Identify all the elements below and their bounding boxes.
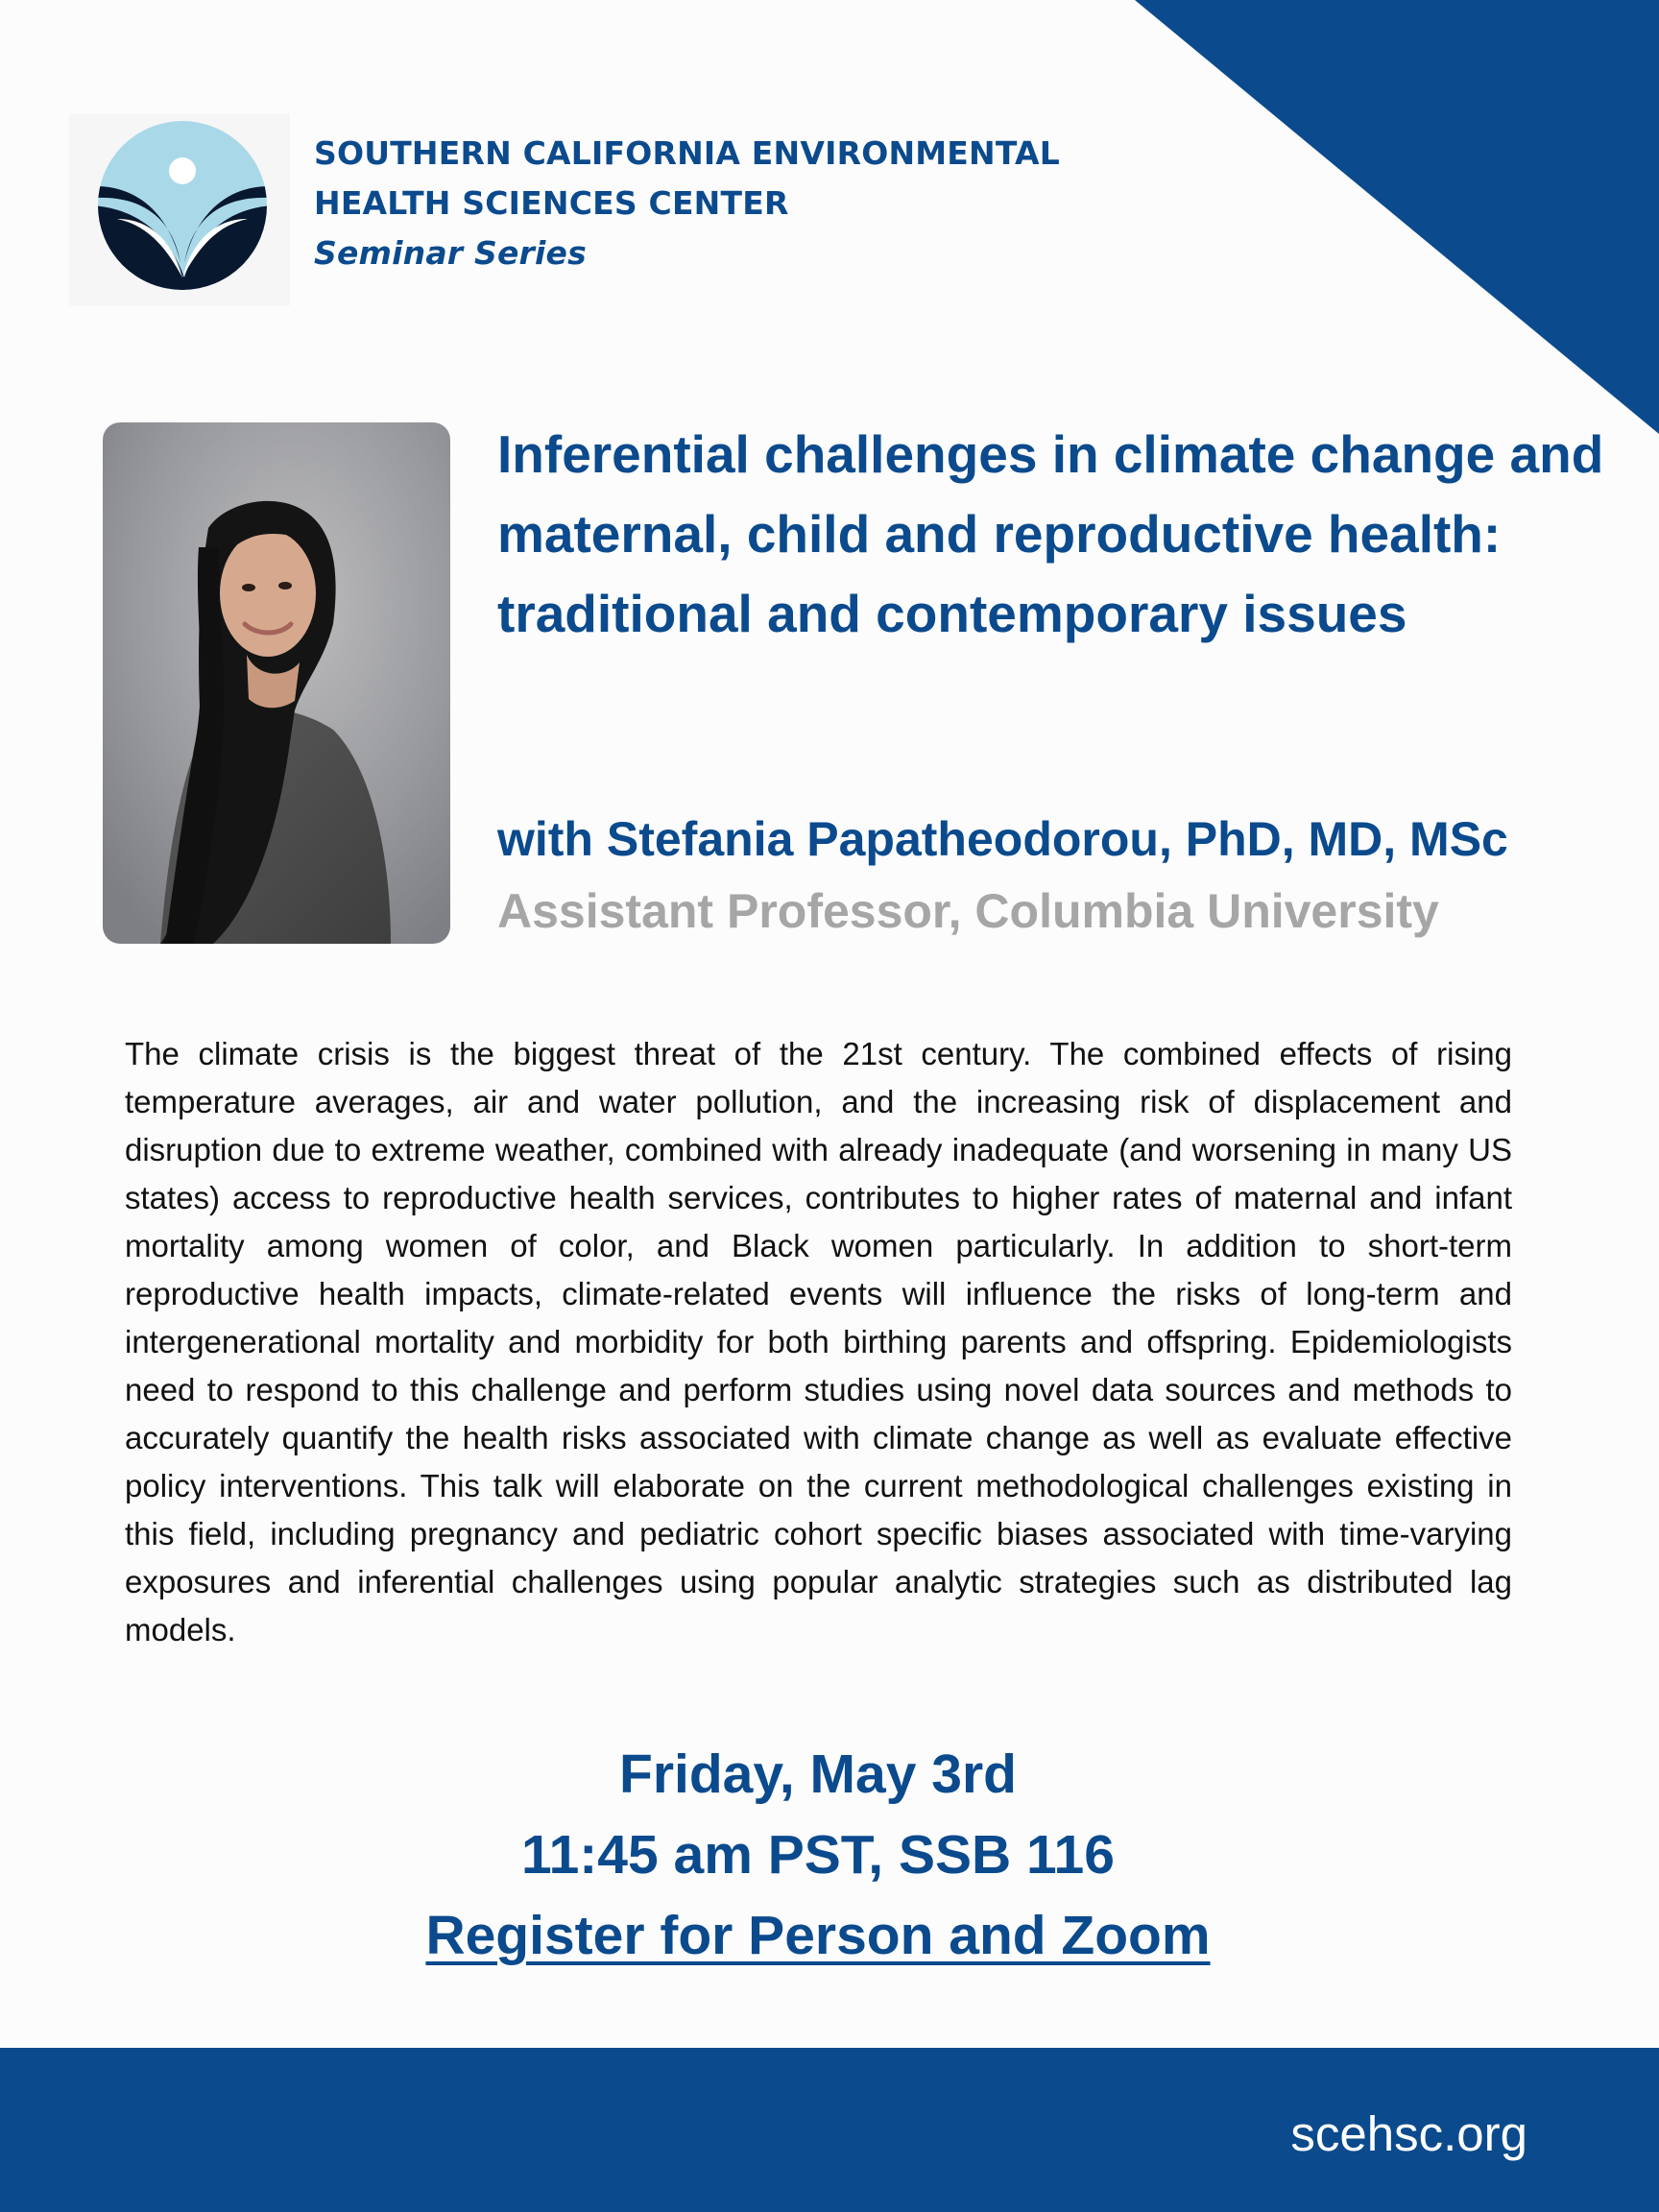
person-leaf-logo-icon — [96, 119, 269, 292]
footer-website-url[interactable]: scehsc.org — [1290, 2106, 1527, 2161]
speaker-photo — [103, 422, 450, 944]
org-name-line-1: SOUTHERN CALIFORNIA ENVIRONMENTAL — [314, 134, 1060, 172]
event-time-location: 11:45 am PST, SSB 116 — [521, 1824, 1115, 1886]
speaker-name: with Stefania Papatheodorou, PhD, MD, MSc — [497, 812, 1508, 866]
footer-bar — [0, 2048, 1659, 2212]
speaker-affiliation: Assistant Professor, Columbia University — [497, 884, 1439, 938]
talk-title: Inferential challenges in climate change and maternal, child and reproductive health: traditional and contemporary issues — [497, 424, 1604, 643]
register-link[interactable]: Register for Person and Zoom — [425, 1905, 1211, 1966]
register-line — [0, 1904, 1636, 1967]
seminar-series-label: Seminar Series — [314, 234, 587, 272]
org-name-line-2: HEALTH SCIENCES CENTER — [314, 184, 789, 222]
event-date: Friday, May 3rd — [619, 1743, 1017, 1805]
talk-abstract: The climate crisis is the biggest threat of the 21st century. The combined effects of rising temperature averages, air and water pollution, and the increasing risk of displacement and disruption due to extreme weather, combined with already inadequate (and worsening in many US states) access to reproductive health services, contributes to higher rates of maternal and infant mortality among women of color, and Black women particularly. In addition to short-term reproductive health impacts, climate-related events will influence the risks of long-term and intergenerational mortality and morbidity for both birthing parents and offspring. Epidemiologists need to respond to this challenge and perform studies using novel data sources and methods to accurately quantify the health risks associated with climate change as well as evaluate effective policy interventions. This talk will elaborate on the current methodological challenges existing in this field, including pregnancy and pediatric cohort specific biases associated with time-varying exposures and inferential challenges using popular analytic strategies such as distributed lag models. — [125, 1036, 1512, 1647]
